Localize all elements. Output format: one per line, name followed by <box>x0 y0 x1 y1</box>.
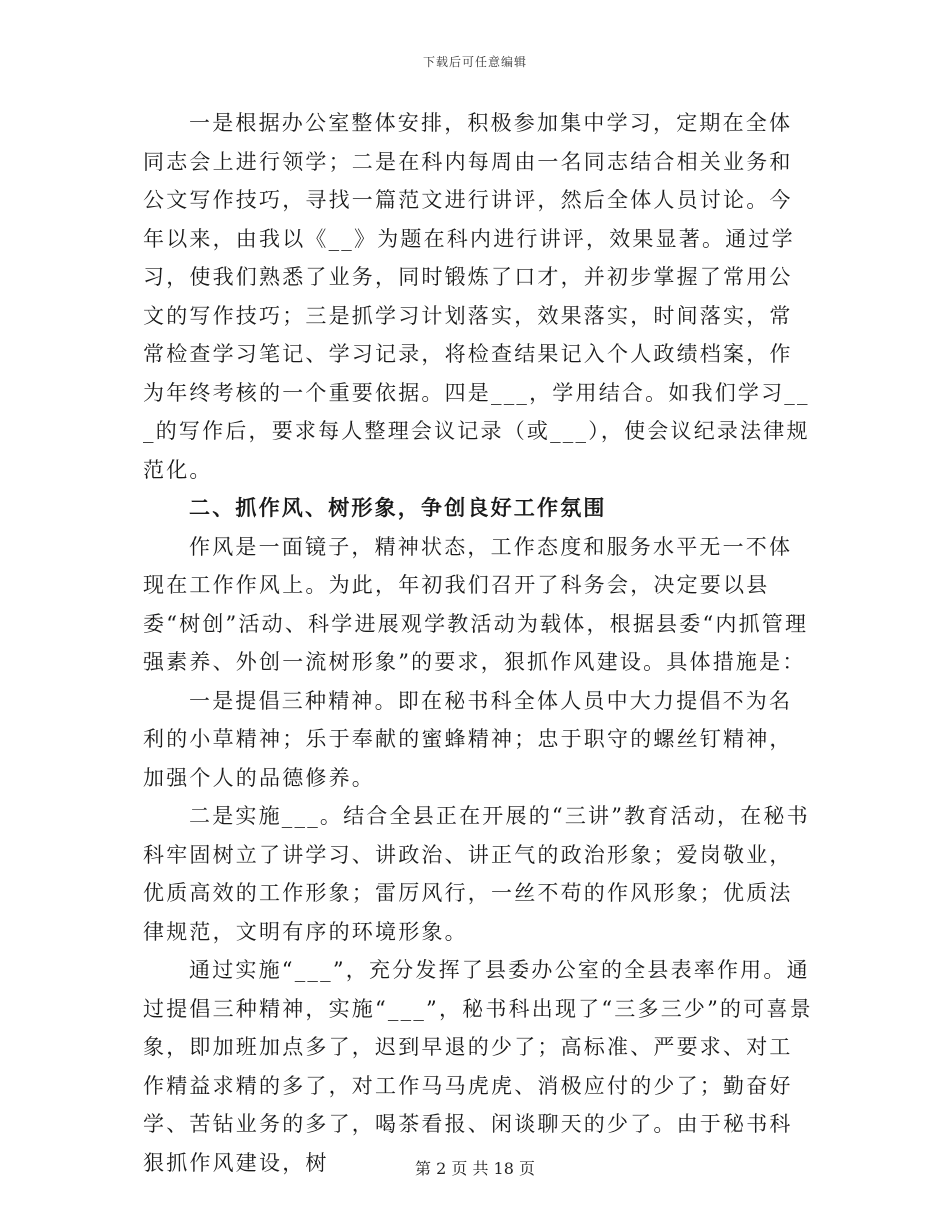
page-header: 下载后可任意编辑 <box>422 55 527 69</box>
section-heading-work-style: 二、抓作风、树形象，争创良好工作氛围 <box>189 495 607 520</box>
paragraph-study-measures: 一是根据办公室整体安排，积极参加集中学习，定期在全体同志会上进行领学；二是在科内每周由一名同志结合相关业务和公文写作技巧，寻找一篇范文进行讲评，然后全体人员讨论。今年以来，由我以《__》为题在科内进行讲评，效果显著。通过学习，使我们熟悉了业务，同时锻炼了口才，并初步掌握了常用公文的写作技巧；三是抓学习计划落实，效果落实，时间落实，常常检查学习笔记、学习记录，将检查结果记入个人政绩档案，作为年终考核的一个重要依据。四是___，学用结合。如我们学习___的写作后，要求每人整理会议记录（或___），使会议纪录法律规范化。 <box>143 111 810 482</box>
document-body <box>143 104 815 1182</box>
page-number: 第 2 页 共 18 页 <box>415 1159 535 1178</box>
paragraph-results: 通过实施“___”，充分发挥了县委办公室的全县表率作用。通过提倡三种精神，实施“___”，秘书科出现了“三多三少”的可喜景象，即加班加点多了，迟到早退的少了；高标准、严要求、对工作精益求精的多了，对工作马马虎虎、消极应付的少了；勤奋好学、苦钻业务的多了，喝茶看报、闲谈聊天的少了。由于秘书科狠抓作风建设，树 <box>143 958 813 1175</box>
paragraph-implementation: 二是实施___。结合全县正在开展的“三讲”教育活动，在秘书科牢固树立了讲学习、讲政治、讲正气的政治形象；爱岗敬业，优质高效的工作形象；雷厉风行，一丝不苟的作风形象；优质法律规范，文明有序的环境形象。 <box>143 804 810 944</box>
paragraph-three-spirits: 一是提倡三种精神。即在秘书科全体人员中大力提倡不为名利的小草精神；乐于奉献的蜜蜂精神；忠于职守的螺丝钉精神，加强个人的品德修养。 <box>143 688 793 790</box>
paragraph-work-style-intro: 作风是一面镜子，精神状态，工作态度和服务水平无一不体现在工作作风上。为此，年初我们召开了科务会，决定要以县委“树创”活动、科学进展观学教活动为载体，根据县委“内抓管理强素养、外创一流树形象”的要求，狠抓作风建设。具体措施是： <box>143 534 809 674</box>
